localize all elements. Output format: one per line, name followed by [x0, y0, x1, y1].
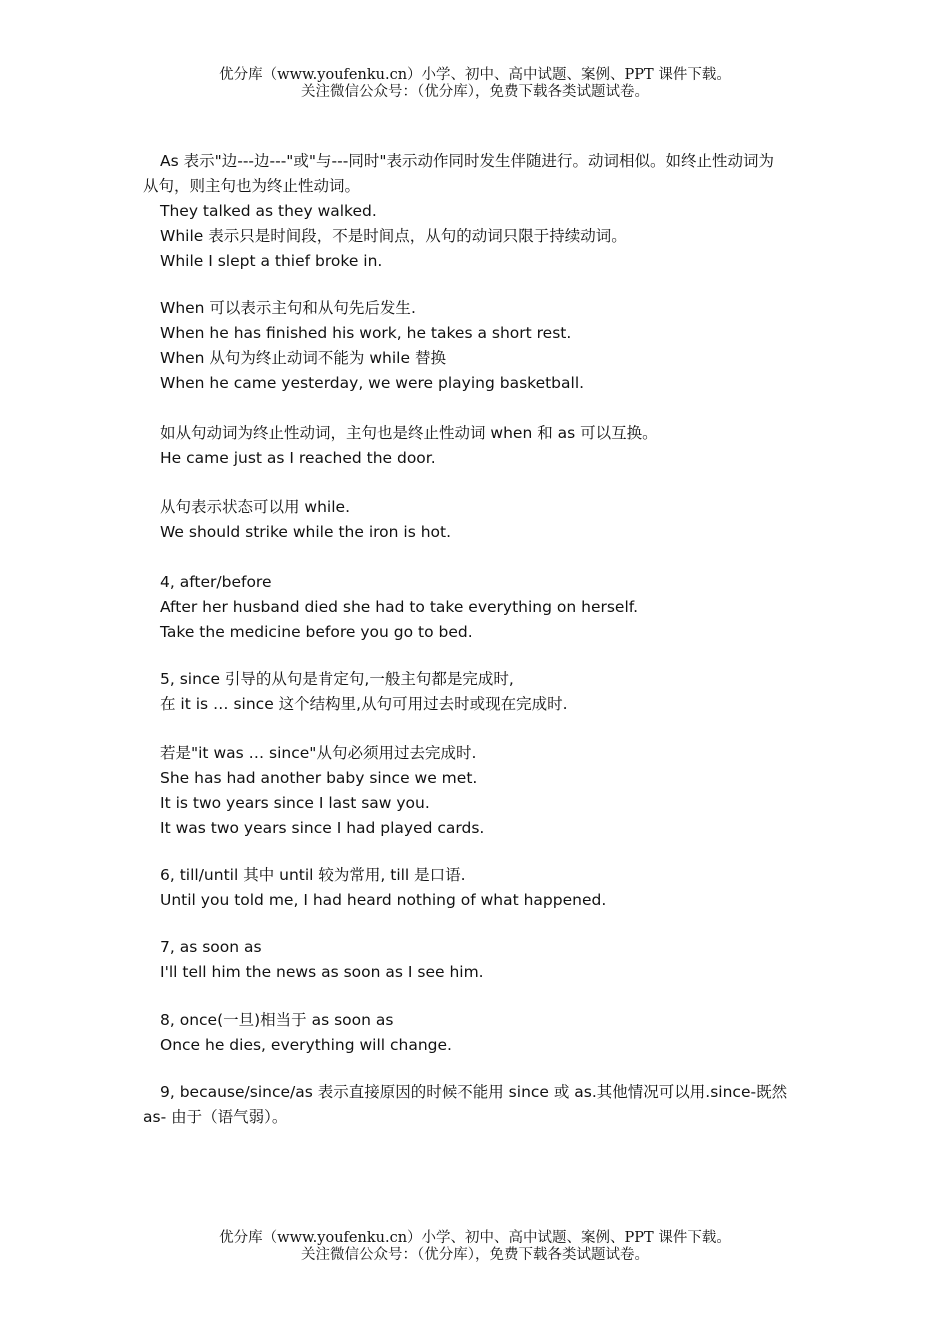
example-sentence: After her husband died she had to take everything on herself.	[160, 598, 639, 616]
example-sentence: They talked as they walked.	[160, 202, 377, 220]
rule-it-was-since: 若是"it was … since"从句必须用过去完成时.	[160, 744, 477, 762]
page-footer	[0, 1230, 950, 1264]
section-heading-5: 5, since 引导的从句是肯定句,一般主句都是完成时,	[160, 670, 514, 688]
example-sentence: I'll tell him the news as soon as I see him.	[160, 963, 484, 981]
rule-since: 在 it is … since 这个结构里,从句可用过去时或现在完成时.	[160, 695, 568, 713]
example-sentence: It is two years since I last saw you.	[160, 794, 430, 812]
example-sentence: We should strike while the iron is hot.	[160, 523, 452, 541]
rule-while: While 表示只是时间段，不是时间点，从句的动词只限于持续动词。	[160, 227, 627, 245]
footer-line-2: 关注微信公众号：（优分库），免费下载各类试题试卷。	[301, 1247, 649, 1263]
header-line-1: 优分库（www.youfenku.cn）小学、初中、高中试题、案例、PPT 课件下载。	[219, 67, 731, 83]
rule-when: When 可以表示主句和从句先后发生.	[160, 299, 416, 317]
example-sentence: She has had another baby since we met.	[160, 769, 478, 787]
example-sentence: When he has finished his work, he takes a short rest.	[160, 324, 572, 342]
example-sentence: Take the medicine before you go to bed.	[160, 623, 473, 641]
example-sentence: While I slept a thief broke in.	[160, 252, 383, 270]
section-heading-9: 9, because/since/as 表示直接原因的时候不能用 since 或 as.其他情况可以用.since-既然	[160, 1083, 788, 1101]
example-sentence: Until you told me, I had heard nothing of what happened.	[160, 891, 607, 909]
section-heading-6: 6, till/until 其中 until 较为常用, till 是口语.	[160, 866, 466, 884]
rule-while-state: 从句表示状态可以用 while.	[160, 498, 351, 516]
section-heading-8: 8, once(一旦)相当于 as soon as	[160, 1011, 394, 1029]
footer-line-1: 优分库（www.youfenku.cn）小学、初中、高中试题、案例、PPT 课件下载。	[219, 1230, 731, 1246]
paragraph-as-intro: As 表示"边---边---"或"与---同时"表示动作同时发生伴随进行。动词相似。如终止性动词为	[160, 152, 774, 170]
header-line-2: 关注微信公众号：（优分库），免费下载各类试题试卷。	[301, 84, 649, 100]
example-sentence: He came just as I reached the door.	[160, 449, 436, 467]
rule-when-while: When 从句为终止动词不能为 while 替换	[160, 349, 446, 367]
section-heading-7: 7, as soon as	[160, 938, 262, 956]
paragraph-as-intro-cont: 从句，则主句也为终止性动词。	[143, 177, 361, 195]
section-9-cont: as- 由于（语气弱）。	[143, 1108, 288, 1126]
section-heading-4: 4, after/before	[160, 573, 272, 591]
example-sentence: When he came yesterday, we were playing basketball.	[160, 374, 585, 392]
example-sentence: Once he dies, everything will change.	[160, 1036, 452, 1054]
page-header	[0, 67, 950, 101]
example-sentence: It was two years since I had played cards.	[160, 819, 485, 837]
rule-when-as: 如从句动词为终止性动词，主句也是终止性动词 when 和 as 可以互换。	[160, 424, 658, 442]
